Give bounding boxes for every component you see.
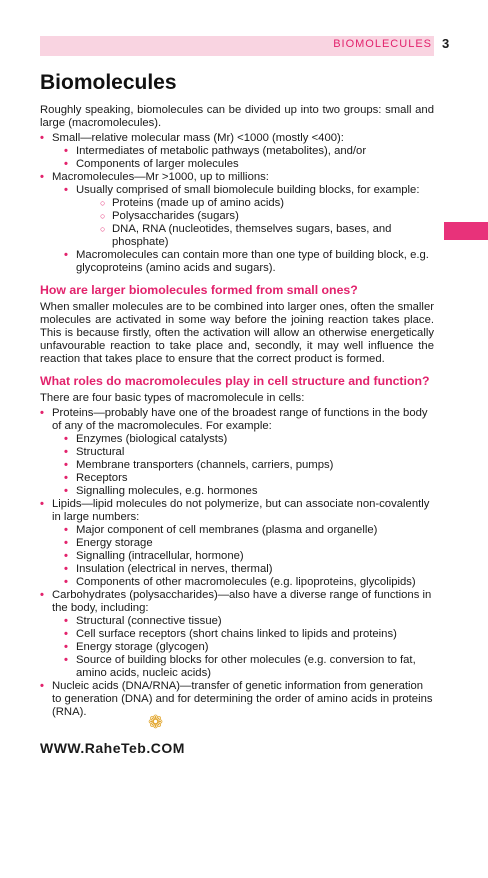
sub-list [52, 615, 434, 680]
list-item: • Structural [52, 446, 434, 459]
sunburst-logo-icon: ❁ [148, 712, 164, 732]
list-item: • Receptors [52, 472, 434, 485]
list-item: • Signalling (intracellular, hormone) [52, 550, 434, 563]
list-item: • Insulation (electrical in nerves, thermal) [52, 563, 434, 576]
list-item: • Macromolecules can contain more than one type of building block, e.g. glycoproteins (amino acids and sugars). [52, 249, 434, 275]
list-item: • Enzymes (biological catalysts) [52, 433, 434, 446]
intro-paragraph: Roughly speaking, biomolecules can be divided up into two groups: small and large (macromolecules). [40, 104, 434, 129]
page-title: Biomolecules [40, 71, 177, 94]
list-item: • Intermediates of metabolic pathways (metabolites), and/or [52, 145, 434, 158]
list-item: ○ Proteins (made up of amino acids) [76, 197, 434, 210]
list-item-text: Proteins—probably have one of the broadest range of functions in the body of any of the macromolecules. For example: [52, 407, 428, 432]
watermark [40, 712, 240, 772]
sub-list [52, 433, 434, 498]
page-number: 3 [442, 36, 450, 51]
section-paragraph: When smaller molecules are to be combined into larger ones, often the smaller molecules are activated in some way before the joining reaction takes place. This is because firstly, often the activation will allow an otherwise energetically unfavourable reaction to take place and, secondly, it may well influence the reaction that takes place to ensure that the correct product is formed. [40, 301, 434, 365]
section-header-label: BIOMOLECULES [333, 38, 432, 50]
chapter-thumb-tab [444, 222, 488, 240]
list-item: • Cell surface receptors (short chains linked to lipids and proteins) [52, 628, 434, 641]
list-item: • Signalling molecules, e.g. hormones [52, 485, 434, 498]
list-item [40, 407, 434, 498]
macromolecule-types-list [40, 407, 434, 719]
list-item [40, 132, 434, 171]
sub-list [52, 524, 434, 589]
list-item: ○ Polysaccharides (sugars) [76, 210, 434, 223]
list-item: • Source of building blocks for other molecules (e.g. conversion to fat, amino acids, nucleic acids) [52, 654, 434, 680]
list-item-text: Nucleic acids (DNA/RNA)—transfer of genetic information from generation to generation (DNA) and for determining the order of amino acids in proteins (RNA). [52, 680, 433, 718]
list-item: • Energy storage (glycogen) [52, 641, 434, 654]
list-item-text: Carbohydrates (polysaccharides)—also have a diverse range of functions in the body, including: [52, 589, 432, 614]
list-item [40, 171, 434, 275]
list-item-text: Lipids—lipid molecules do not polymerize, but can associate non-covalently in large numbers: [52, 498, 430, 523]
list-item: ○ DNA, RNA (nucleotides, themselves sugars, bases, and phosphate) [76, 223, 434, 249]
list-item [52, 184, 434, 249]
sub-list [52, 184, 434, 275]
list-item-text: Usually comprised of small biomolecule building blocks, for example: [76, 184, 420, 196]
list-item: • Energy storage [52, 537, 434, 550]
list-item-text: Small—relative molecular mass (Mr) <1000 (mostly <400): [52, 132, 344, 144]
sub-list [52, 145, 434, 171]
list-item: • Components of other macromolecules (e.g. lipoproteins, glycolipids) [52, 576, 434, 589]
page-content [40, 70, 434, 719]
list-item [40, 589, 434, 680]
sub-sub-list [76, 197, 434, 249]
group-list [40, 132, 434, 275]
list-item: • Structural (connective tissue) [52, 615, 434, 628]
list-item: • Membrane transporters (channels, carriers, pumps) [52, 459, 434, 472]
list-item: • Major component of cell membranes (plasma and organelle) [52, 524, 434, 537]
section-heading: What roles do macromolecules play in cell structure and function? [40, 374, 430, 388]
section-intro: There are four basic types of macromolecule in cells: [40, 392, 305, 404]
list-item-text: Macromolecules—Mr >1000, up to millions: [52, 171, 269, 183]
watermark-url: WWW.RaheTeb.COM [40, 740, 185, 756]
section-heading: How are larger biomolecules formed from small ones? [40, 283, 358, 297]
list-item: • Components of larger molecules [52, 158, 434, 171]
list-item [40, 498, 434, 589]
